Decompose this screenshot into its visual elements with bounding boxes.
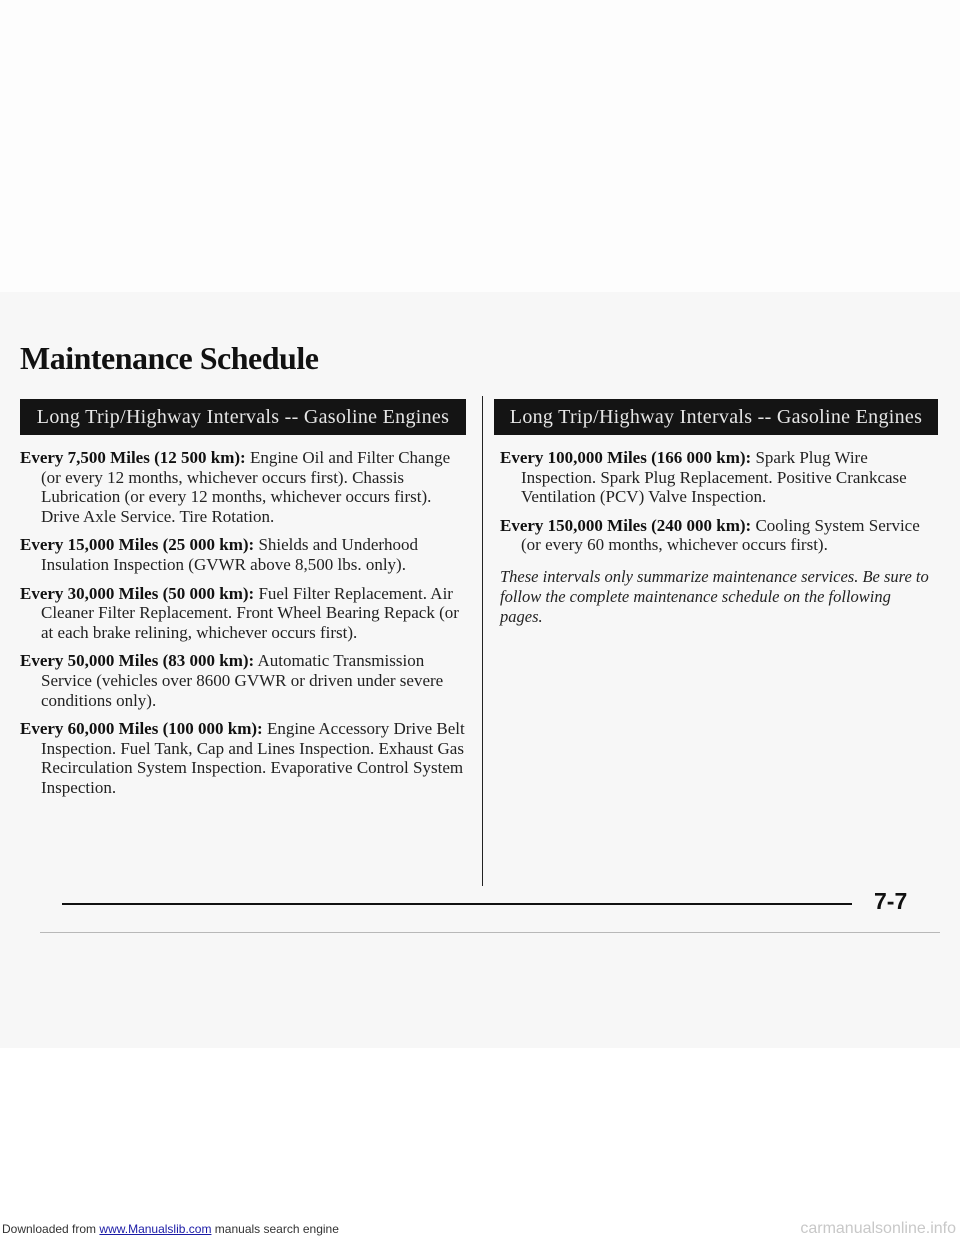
interval-text: Fuel Filter Replacement. Air Cleaner Filter Replacement. Front Wheel Bearing Repack (or at each brake relining, whichever occurs first). (41, 583, 459, 642)
interval-text: Automatic Transmission Service (vehicles over 8600 GVWR or driven under severe conditions only). (41, 651, 444, 710)
interval-heading: Every 60,000 Miles (100 000 km): (20, 719, 263, 739)
footer-prefix: Downloaded from (2, 1222, 97, 1236)
column-divider (482, 396, 483, 886)
interval-heading: Every 100,000 Miles (166 000 km): (500, 448, 752, 467)
interval-text: Cooling System Service (or every 60 months, whichever occurs first). (521, 515, 920, 555)
interval-heading: Every 30,000 Miles (50 000 km): (20, 583, 255, 603)
left-column (20, 448, 466, 807)
page-title: Maintenance Schedule (20, 340, 319, 376)
interval-heading: Every 15,000 Miles (25 000 km): (20, 535, 255, 555)
interval-entry (500, 516, 930, 555)
page-number: 7-7 (874, 888, 908, 914)
interval-entry (20, 651, 466, 710)
download-footer (2, 1222, 339, 1236)
manual-page (0, 292, 960, 1048)
footer-suffix: manuals search engine (214, 1222, 339, 1236)
interval-entry (20, 719, 466, 797)
interval-heading: Every 7,500 Miles (12 500 km): (20, 448, 246, 467)
interval-text: Spark Plug Wire Inspection. Spark Plug Replacement. Positive Crankcase Ventilation (PCV) Valve Inspection. (521, 448, 907, 507)
interval-text: Shields and Underhood Insulation Inspection (GVWR above 8,500 lbs. only). (41, 535, 419, 574)
interval-entry (500, 448, 930, 507)
page-bottom-rule (40, 932, 940, 933)
interval-entry (20, 584, 466, 643)
manualslib-link[interactable]: www.Manualslib.com (99, 1222, 212, 1236)
interval-heading: Every 150,000 Miles (240 000 km): (500, 515, 752, 535)
interval-entry (20, 535, 466, 574)
right-column (500, 448, 930, 627)
interval-text: Engine Accessory Drive Belt Inspection. Fuel Tank, Cap and Lines Inspection. Exhaust Gas Recirculation System Inspection. Evaporative Control System Inspection. (41, 719, 465, 797)
watermark: carmanualsonline.info (800, 1220, 956, 1237)
interval-entry (20, 448, 466, 526)
section-banner-right: Long Trip/Highway Intervals -- Gasoline Engines (494, 399, 938, 435)
section-banner-left: Long Trip/Highway Intervals -- Gasoline Engines (20, 399, 466, 435)
interval-heading: Every 50,000 Miles (83 000 km): (20, 651, 255, 671)
blank-scan-margin (0, 0, 960, 292)
footer-rule (62, 903, 852, 905)
interval-text: Engine Oil and Filter Change (or every 12 months, whichever occurs first). Chassis Lubrication (or every 12 months, whichever occurs first). Drive Axle Service. Tire Rotation. (41, 448, 451, 526)
summary-note: These intervals only summarize maintenance services. Be sure to follow the complete maintenance schedule on the following pages. (500, 566, 929, 626)
